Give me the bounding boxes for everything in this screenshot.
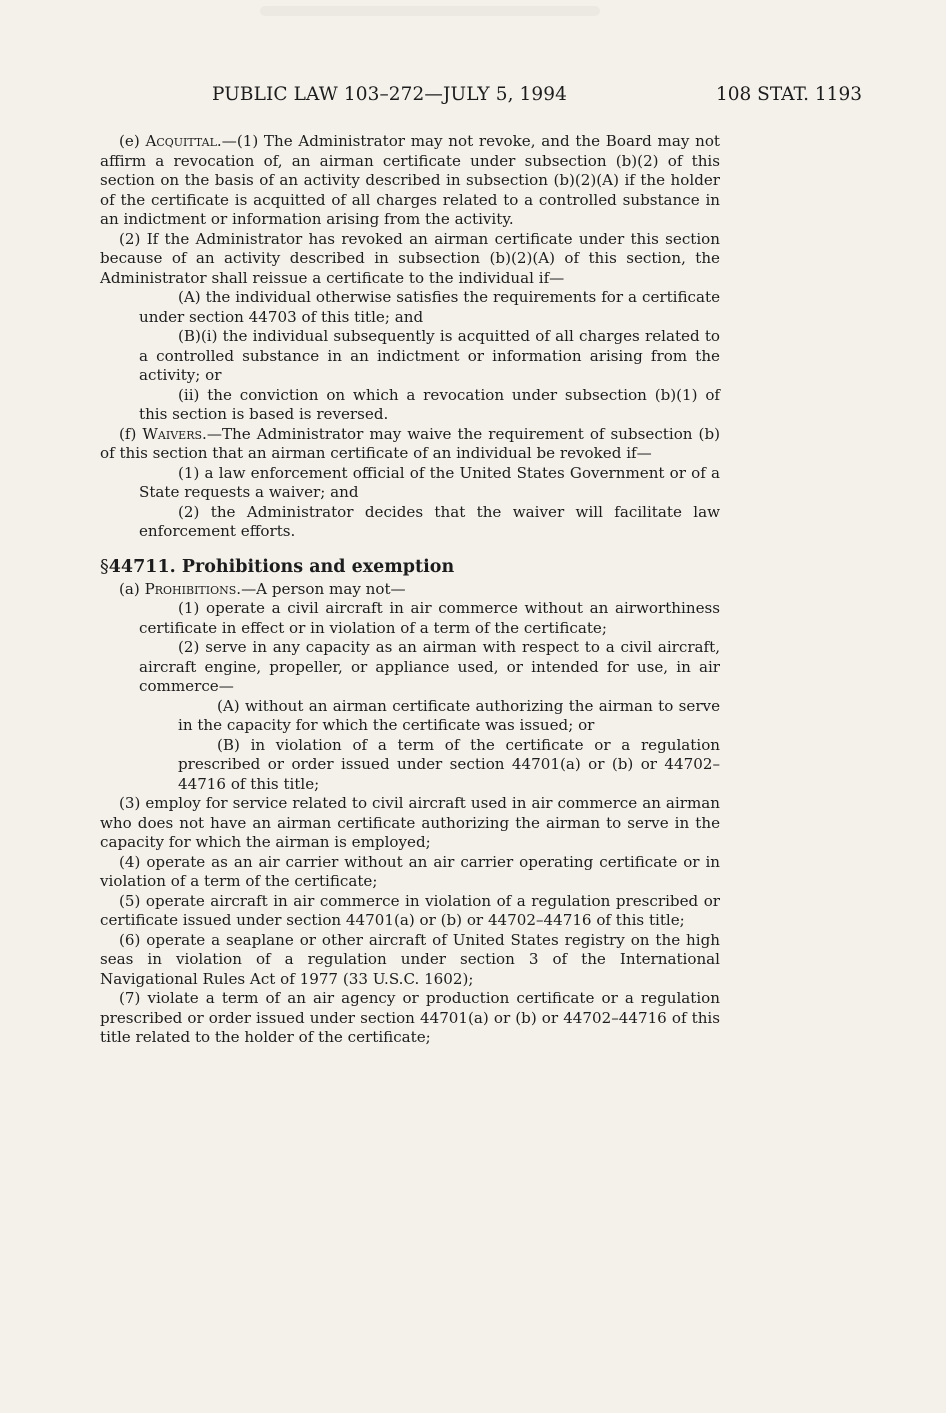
subsection-a-item7: (7) violate a term of an air agency or production certificate or a regulation prescribed or order issued under section 44701(a) or (b) or 44702–44716 of this title related to the holder of the certificate; xyxy=(100,989,720,1046)
subsection-f-item1: (1) a law enforcement official of the United States Government or of a State requests a waiver; and xyxy=(139,463,720,501)
document-body xyxy=(100,132,720,1048)
subsection-a-item3: (3) employ for service related to civil aircraft used in air commerce an airman who does not have an airman certificate authorizing the airman to serve in the capacity for which the airman is employed; xyxy=(100,794,720,851)
header-public-law: PUBLIC LAW 103–272—JULY 5, 1994 xyxy=(212,84,568,105)
subsection-f-heading: Waivers xyxy=(142,424,203,443)
subsection-a-item2: (2) serve in any capacity as an airman with respect to a civil aircraft, aircraft engine, propeller, or appliance used, or intended for use, in air commerce— xyxy=(139,638,720,695)
subsection-a-heading: Prohibitions xyxy=(144,579,237,598)
subsection-e-heading: Acquittal xyxy=(145,132,217,150)
subsection-e-para2-ii: (ii) the conviction on which a revocation under subsection (b)(1) of this section is based is reversed. xyxy=(139,385,720,423)
subsection-a-para: (a) Prohibitions.—A person may not— xyxy=(119,579,406,598)
header-stat-page: 108 STAT. 1193 xyxy=(715,84,862,105)
subsection-f-item2: (2) the Administrator decides that the waiver will facilitate law enforcement efforts. xyxy=(139,502,720,540)
subsection-e-para2-Bi: (B)(i) the individual subsequently is acquitted of all charges related to a controlled substance in an indictment or information arising from the activity; or xyxy=(139,327,720,384)
subsection-e-para2-A: (A) the individual otherwise satisfies the requirements for a certificate under section 44703 of this title; and xyxy=(139,288,720,326)
subsection-e-para1: (e) Acquittal.—(1) The Administrator may not revoke, and the Board may not affirm a revocation of, an airman certificate under subsection (b)(2) of this section on the basis of an activity described in subsection (b)(2)(A) if the holder of the certificate is acquitted of all charges related to a controlled substance in an indictment or information arising from the activity. xyxy=(100,132,720,228)
page-header xyxy=(100,84,862,114)
subsection-a-item5: (5) operate aircraft in air commerce in violation of a regulation prescribed or certificate issued under section 44701(a) or (b) or 44702–44716 of this title; xyxy=(100,891,720,929)
subsection-a-item2-A: (A) without an airman certificate authorizing the airman to serve in the capacity for which the certificate was issued; or xyxy=(178,696,720,734)
subsection-a-item2-B: (B) in violation of a term of the certificate or a regulation prescribed or order issued under section 44701(a) or (b) or 44702–44716 of this title; xyxy=(178,735,720,793)
subsection-a-item4: (4) operate as an air carrier without an air carrier operating certificate or in violation of a term of the certificate; xyxy=(100,852,720,890)
subsection-f-para: (f) Waivers.—The Administrator may waive the requirement of subsection (b) of this section that an airman certificate of an individual be revoked if— xyxy=(100,424,720,462)
document-page xyxy=(100,84,862,1046)
subsection-e-para2: (2) If the Administrator has revoked an airman certificate under this section because of an activity described in subsection (b)(2)(A) of this section, the Administrator shall reissue a certificate to the individual if— xyxy=(100,229,720,287)
subsection-a-item6: (6) operate a seaplane or other aircraft of United States registry on the high seas in violation of a regulation under section 3 of the International Navigational Rules Act of 1977 (33 U.S.C. 1602); xyxy=(100,930,720,988)
subsection-a-item1: (1) operate a civil aircraft in air commerce without an airworthiness certificate in effect or in violation of a term of the certificate; xyxy=(139,599,720,637)
section-heading: §44711. Prohibitions and exemption xyxy=(100,556,455,577)
page-smudge xyxy=(260,6,600,16)
